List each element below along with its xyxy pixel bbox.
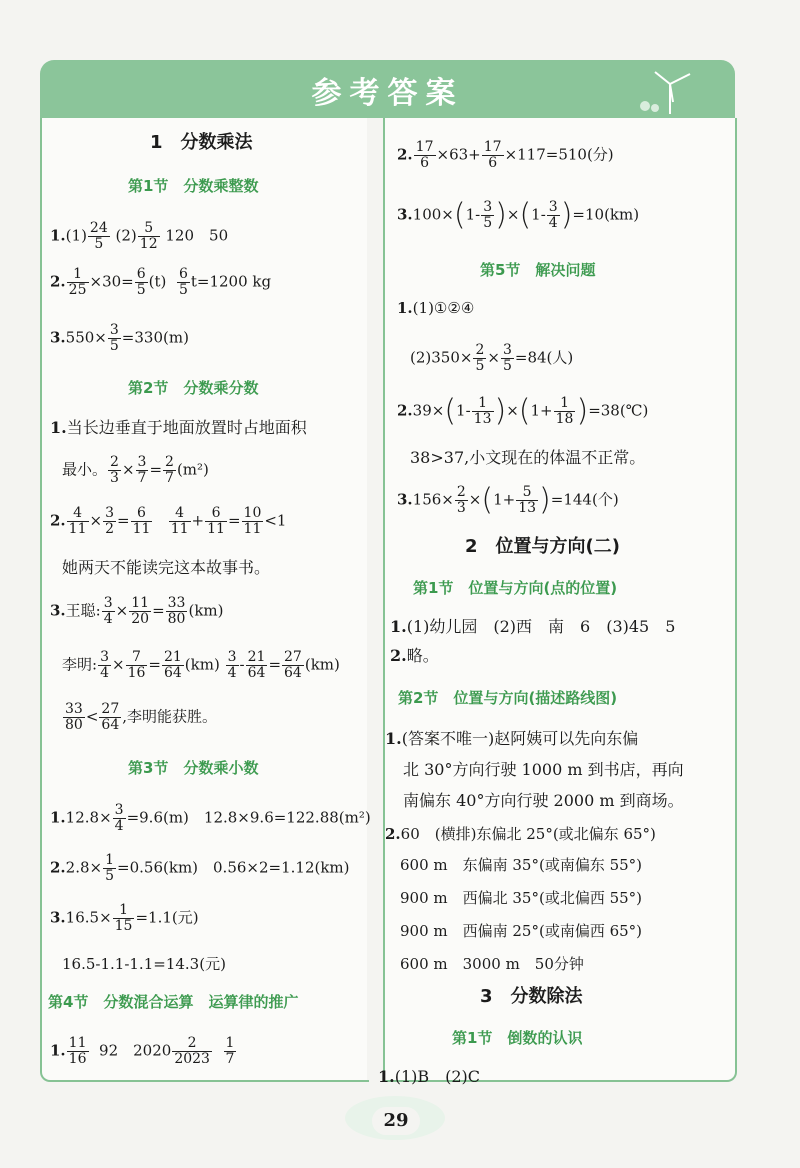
answer-line: 2.60 (横排)东偏北 25°(或北偏东 65°): [385, 825, 656, 843]
answer-line: 北 30°方向行驶 1000 m 到书店，再向: [403, 760, 684, 779]
windmill-icon: [635, 64, 695, 114]
answer-line: 900 m 西偏南 25°(或南偏西 65°): [400, 922, 643, 940]
answer-line: 李明: $\frac{3}{4}$ × $\frac{7}{16}$ = $\frac{21}{64}$ (km) $\frac{3}{4}$ - $\frac{21}{64}$ = $\frac{27}{64}$ (km): [62, 649, 340, 681]
section-title: 第4节 分数混合运算 运算律的推广: [48, 993, 299, 1011]
answer-line: 2.39×(1- $\frac{1}{13}$ )×(1+ $\frac{1}{18}$ )=38(℃): [397, 393, 649, 429]
answer-line: 3.550× $\frac{3}{5}$ =330(m): [50, 322, 189, 354]
section-title: 第2节 分数乘分数: [128, 379, 259, 397]
answer-line: 1.(1)B (2)C: [378, 1067, 481, 1086]
answer-line: 3.王聪: $\frac{3}{4}$ × $\frac{11}{20}$ = $\frac{33}{80}$ (km): [50, 595, 224, 627]
answer-line: 1.12.8× $\frac{3}{4}$ =9.6(m) 12.8×9.6=122.88(m²): [50, 802, 371, 834]
banner-title: 参考答案: [311, 76, 464, 111]
section-title: 第3节 分数乘小数: [128, 759, 259, 777]
answer-line: 南偏东 40°方向行驶 2000 m 到商场。: [403, 791, 684, 810]
answer-line: 3.100×(1- $\frac{3}{5}$ )×(1- $\frac{3}{4}$ )=10(km): [397, 197, 640, 233]
answer-line: 3.156× $\frac{2}{3}$ ×(1+ $\frac{5}{13}$ )=144(个): [397, 482, 619, 518]
chapter-3-title: 3 分数除法: [480, 986, 583, 1007]
answer-line: 16.5-1.1-1.1=14.3(元): [62, 955, 226, 973]
answer-line: 900 m 西偏北 35°(或北偏西 55°): [400, 889, 643, 907]
section-title: 第1节 位置与方向(点的位置): [413, 579, 618, 597]
chapter-2-title: 2 位置与方向(二): [465, 536, 620, 557]
answer-line: 2.2.8× $\frac{1}{5}$ =0.56(km) 0.56×2=1.12(km): [50, 852, 350, 884]
answer-line: 38>37,小文现在的体温不正常。: [410, 448, 646, 467]
page-number: 29: [372, 1107, 420, 1135]
answer-line: 1.(1)幼儿园 (2)西 南 6 (3)45 5: [390, 617, 676, 636]
section-title: 第1节 倒数的认识: [452, 1029, 583, 1047]
answer-line: 3.16.5× $\frac{1}{15}$ =1.1(元): [50, 902, 199, 934]
answer-line: 2.略。: [390, 646, 439, 665]
answer-line: 2. $\frac{17}{6}$ ×63+ $\frac{17}{6}$ ×117=510(分): [397, 139, 614, 171]
answer-line: 1.(1)①②④: [397, 299, 475, 317]
answer-line: 2. $\frac{1}{25}$ ×30= $\frac{6}{5}$ (t) $\frac{6}{5}$ t=1200 kg: [50, 266, 272, 298]
answer-line: 600 m 3000 m 50分钟: [400, 955, 584, 973]
section-title: 第2节 位置与方向(描述路线图): [398, 689, 618, 707]
answer-line: 1.当长边垂直于地面放置时占地面积: [50, 418, 307, 437]
section-title: 第5节 解决问题: [480, 261, 596, 279]
answer-line: 1.(答案不唯一)赵阿姨可以先向东偏: [385, 729, 639, 748]
answer-line: 最小。 $\frac{2}{3}$ × $\frac{3}{7}$ = $\frac{2}{7}$ (m²): [62, 454, 209, 486]
chapter-1-title: 1 分数乘法: [150, 132, 253, 153]
answer-line: 她两天不能读完这本故事书。: [62, 558, 271, 577]
answer-line: 1. $\frac{11}{16}$ 92 2020 $\frac{2}{2023}$ $\frac{1}{7}$: [50, 1035, 235, 1067]
answer-line: $\frac{33}{80}$ < $\frac{27}{64}$ ,李明能获胜。: [65, 701, 218, 733]
answer-line: (2)350× $\frac{2}{5}$ × $\frac{3}{5}$ =84(人): [410, 342, 574, 374]
column-divider: [367, 118, 381, 1080]
answer-line: 600 m 东偏南 35°(或南偏东 55°): [400, 856, 643, 874]
answer-line: 2. $\frac{4}{11}$ × $\frac{3}{2}$ = $\frac{6}{11}$ $\frac{4}{11}$ + $\frac{6}{11}$ = $\frac{10}{11}$ <1: [50, 505, 287, 537]
answer-line: 1.(1) $\frac{24}{5}$ (2) $\frac{5}{12}$ 120 50: [50, 220, 229, 252]
answer-banner: [40, 60, 735, 118]
section-title: 第1节 分数乘整数: [128, 177, 259, 195]
